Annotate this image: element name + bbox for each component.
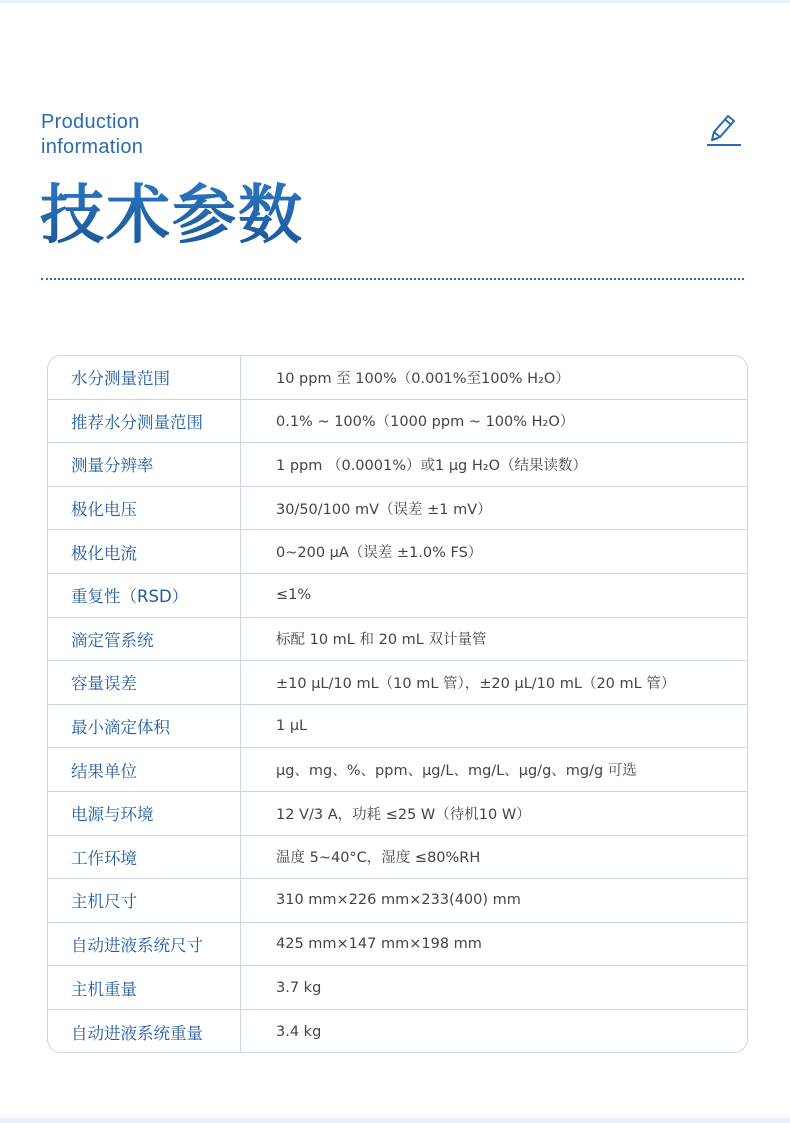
spec-value: μg、mg、%、ppm、μg/L、mg/L、μg/g、mg/g 可选 [276, 763, 637, 780]
spec-value: 1 μL [276, 718, 308, 735]
table-row [48, 618, 747, 662]
table-row [48, 400, 747, 444]
dotted-divider [41, 278, 744, 280]
spec-label: 电源与环境 [48, 792, 241, 835]
spec-label: 水分测量范围 [48, 356, 241, 399]
spec-value: 12 V/3 A，功耗 ≤25 W（待机10 W） [276, 806, 531, 823]
spec-value: 温度 5~40°C，湿度 ≤80%RH [276, 850, 481, 867]
spec-value: 310 mm×226 mm×233(400) mm [276, 892, 521, 909]
spec-label: 主机尺寸 [48, 879, 241, 922]
spec-label: 主机重量 [48, 966, 241, 1009]
section-subtitle [41, 110, 143, 160]
spec-label: 滴定管系统 [48, 618, 241, 661]
spec-value: ≤1% [276, 587, 312, 604]
spec-label: 自动进液系统重量 [48, 1010, 241, 1053]
spec-value: 10 ppm 至 100%（0.001%至100% H₂O） [276, 370, 570, 387]
table-row [48, 966, 747, 1010]
spec-value: 0.1% ~ 100%（1000 ppm ~ 100% H₂O） [276, 414, 575, 431]
table-row [48, 530, 747, 574]
spec-label: 推荐水分测量范围 [48, 400, 241, 443]
spec-value: ±10 μL/10 mL（10 mL 管），±20 μL/10 mL（20 mL 管） [276, 675, 676, 692]
spec-label: 极化电压 [48, 487, 241, 530]
spec-label: 测量分辨率 [48, 443, 241, 486]
spec-value: 1 ppm （0.0001%）或1 μg H₂O（结果读数） [276, 457, 587, 474]
table-row [48, 487, 747, 531]
spec-table [47, 355, 748, 1053]
bottom-border [0, 1118, 790, 1123]
page-title: 技术参数 [40, 176, 304, 256]
subtitle-line-1: Production [41, 111, 140, 133]
subtitle-line-2: information [41, 136, 144, 158]
spec-label: 工作环境 [48, 836, 241, 879]
spec-value: 30/50/100 mV（误差 ±1 mV） [276, 501, 492, 518]
table-row [48, 661, 747, 705]
spec-label: 最小滴定体积 [48, 705, 241, 748]
table-row [48, 792, 747, 836]
spec-label: 自动进液系统尺寸 [48, 923, 241, 966]
spec-label: 容量误差 [48, 661, 241, 704]
table-row [48, 748, 747, 792]
spec-label: 重复性（RSD） [48, 574, 241, 617]
spec-value: 3.4 kg [276, 1023, 322, 1040]
table-row [48, 356, 747, 400]
table-row [48, 574, 747, 618]
pen-edit-icon [704, 110, 744, 150]
spec-value: 标配 10 mL 和 20 mL 双计量管 [276, 632, 487, 649]
table-row [48, 836, 747, 880]
top-border [0, 0, 790, 3]
spec-label: 极化电流 [48, 530, 241, 573]
spec-value: 425 mm×147 mm×198 mm [276, 936, 482, 953]
table-row [48, 443, 747, 487]
spec-value: 0~200 μA（误差 ±1.0% FS） [276, 545, 483, 562]
table-row [48, 1010, 747, 1053]
spec-value: 3.7 kg [276, 979, 322, 996]
table-row [48, 705, 747, 749]
table-row [48, 879, 747, 923]
table-row [48, 923, 747, 967]
spec-label: 结果单位 [48, 748, 241, 791]
